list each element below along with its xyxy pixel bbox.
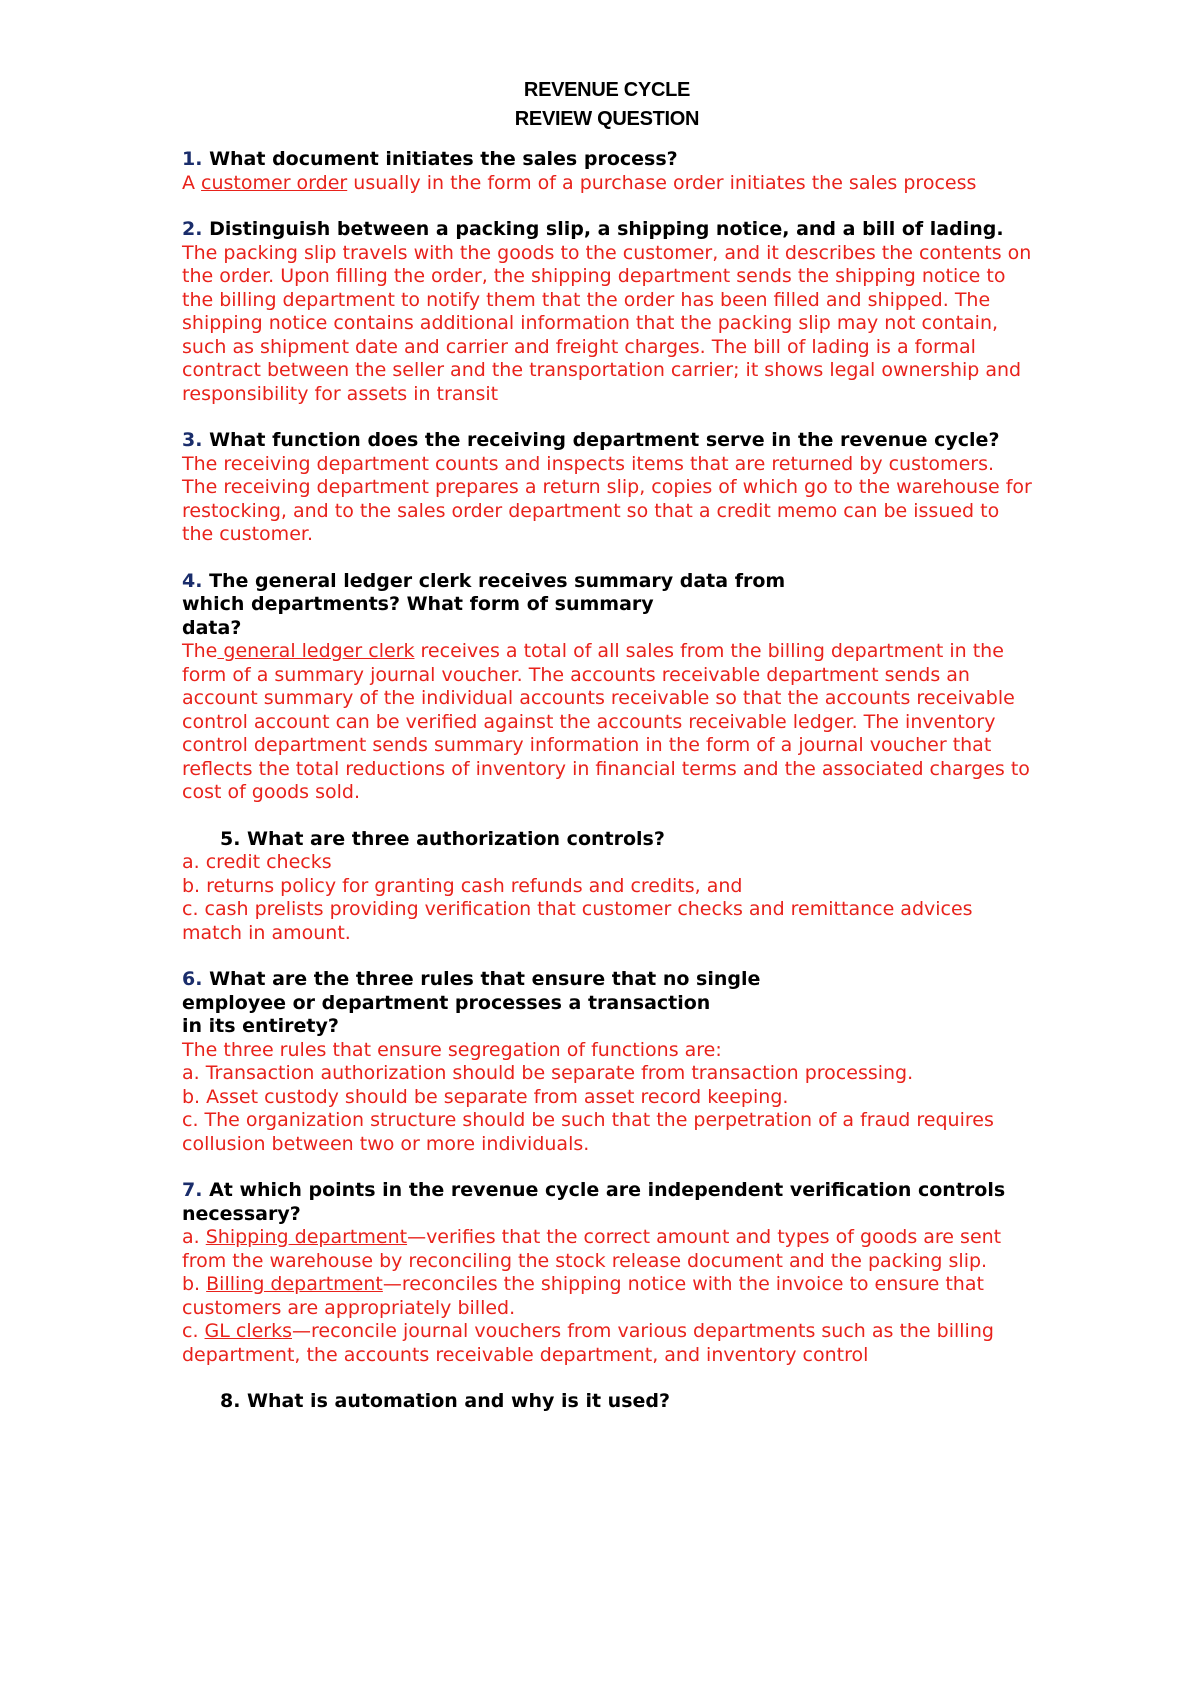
answer-7-c-underlined: GL clerks [204,1320,293,1342]
answer-7-a-text: —verifies that the correct amount and types of goods are sent from the warehouse by reconciling the stock release document and the packing slip. [182,1226,1002,1272]
answer-5-c: c. cash prelists providing verification that customer checks and remittance advices match in amount. [182,898,973,944]
question-4-continued: data? [182,616,242,639]
answer-7-b-underlined: Billing department [206,1273,383,1295]
question-6-text-1: What are the three rules that ensure that no single employee or department processes a transaction [182,968,761,1014]
question-6 [182,968,1032,1015]
question-block-2 [182,218,1032,406]
title-line-1: REVENUE CYCLE [523,79,691,101]
question-block-8 [182,1390,1032,1414]
answer-1-part-a: A [182,171,202,194]
question-block-6 [182,968,1032,1156]
answer-1-part-b: usually in the form of a purchase order initiates the sales process [347,171,977,194]
question-4-text-1: The general ledger clerk receives summary data from which departments? What form of summary [182,569,786,615]
answer-1-underlined: customer order [201,171,348,194]
answer-6-intro: The three rules that ensure segregation of functions are: [182,1038,722,1061]
question-block-1 [182,148,1032,195]
question-block-3 [182,429,1032,547]
answer-7-a-underlined: Shipping department [205,1226,408,1248]
answer-5-a: a. credit checks [182,851,332,873]
question-1 [182,148,1032,172]
answer-3: The receiving department counts and inspects items that are returned by customers. The receiving department prepares a return slip, copies of which go to the warehouse for restocking, and to the sales order department so that a credit memo can be issued to the customer. [182,452,1032,545]
question-6-continued: in its entirety? [182,1015,339,1037]
document-content [182,76,1032,1414]
title-line-2: REVIEW QUESTION [514,108,700,130]
answer-4-part-b: receives a total of all sales from the billing department in the form of a summary journal voucher. The accounts receivable department sends an account summary of the individual accounts receivable so that the accounts receivable control account can be verified against the accounts receivable ledger. The inventory control department sends summary information in the form of a journal voucher that reflects the total reductions of inventory in financial terms and the associated charges to cost of goods sold. [182,640,1030,803]
question-block-7 [182,1179,1032,1367]
question-1-text: What document initiates the sales process? [202,148,678,170]
answer-2: The packing slip travels with the goods to the customer, and it describes the contents on the order. Upon filling the order, the shipping department sends the shipping notice to the billing department to notify them that the order has been filled and shipped. The shipping notice contains additional information that the packing slip may not contain, such as shipment date and carrier and freight charges. The bill of lading is a formal contract between the seller and the transportation carrier; it shows legal ownership and responsibility for assets in transit [182,241,1032,405]
question-7 [182,1179,1032,1226]
answer-7-c-prefix: c. [182,1320,205,1342]
question-2-number: 2. [182,218,203,240]
answer-7-a-prefix: a. [182,1226,206,1248]
answer-7-c [182,1320,1032,1367]
question-3 [182,429,1032,453]
answer-4 [182,640,1032,805]
question-block-4 [182,570,1032,805]
question-1-number: 1. [182,148,203,170]
question-block-5 [182,828,1032,946]
answer-7-a [182,1226,1032,1273]
question-4-number: 4. [182,569,203,592]
question-7-number: 7. [182,1179,203,1201]
answer-5-b: b. returns policy for granting cash refunds and credits, and [182,874,743,897]
answer-7-b-prefix: b. [182,1273,207,1295]
answer-4-underlined: general ledger clerk [217,640,415,662]
question-5: 5. What are three authorization controls? [220,827,665,850]
answer-1 [182,172,1032,196]
answer-7-c-text: —reconcile journal vouchers from various departments such as the billing department, the accounts receivable department, and inventory control [182,1320,994,1366]
question-8: 8. What is automation and why is it used? [220,1390,671,1412]
answer-7-b-text: —reconciles the shipping notice with the invoice to ensure that customers are appropriately billed. [182,1273,984,1319]
question-7-text: At which points in the revenue cycle are independent verification controls necessary? [182,1179,1006,1225]
question-3-text: What function does the receiving department serve in the revenue cycle? [202,429,1000,451]
question-6-number: 6. [182,968,203,990]
answer-7-b [182,1273,1032,1320]
question-3-number: 3. [182,429,203,451]
question-2-text: Distinguish between a packing slip, a shipping notice, and a bill of lading. [202,218,1004,240]
answer-4-part-a: The [182,640,218,662]
answer-6-b: b. Asset custody should be separate from asset record keeping. [182,1085,789,1108]
answer-6-c: c. The organization structure should be such that the perpetration of a fraud requires collusion between two or more individuals. [182,1109,994,1155]
question-4 [182,570,1032,617]
question-2 [182,218,1032,242]
answer-6-a: a. Transaction authorization should be separate from transaction processing. [182,1062,914,1084]
